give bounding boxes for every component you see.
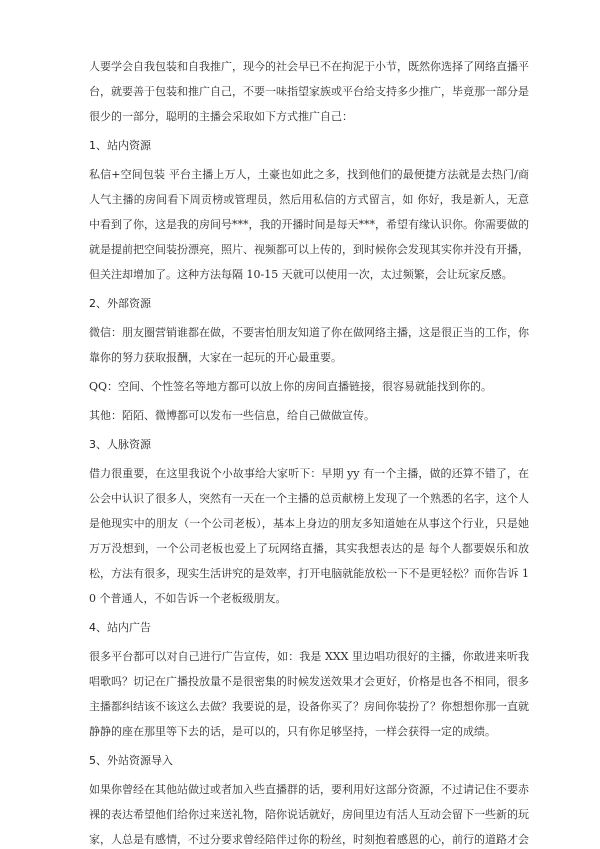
intro-paragraph: 人要学会自我包装和自我推广，现今的社会早已不在拘泥于小节，既然你选择了网络直播平台，就要善于包装和推广自己，不要一味指望家族或平台给支持多少推广，毕竟那一部分是很少的一部分，聪明的主播会采取如下方式推广自己：	[89, 60, 529, 123]
section-paragraph: QQ：空间、个性签名等地方都可以放上你的房间直播链接，很容易就能找到你的。	[89, 380, 493, 393]
section-paragraph: 其他：陌陌、微博都可以发布一些信息，给自己做做宣传。	[89, 409, 375, 422]
section-paragraph: 很多平台都可以对自己进行广告宣传，如：我是 XXX 里边唱功很好的主播，你敢进来听我唱歌吗？切记在广播投放量不是很密集的时候发送效果才会更好，价格是也各不相同，很多主播都纠结该不该这么去做？我要说的是，设备你买了？房间你装扮了？你想想你那一直就静静的座在那里等下去的话，是可以的，只有你足够坚持，一样会获得一定的成绩。	[89, 650, 529, 738]
section-heading: 4、站内广告	[89, 621, 151, 634]
section-heading: 5、外站资源导入	[89, 754, 173, 767]
section-heading: 3、人脉资源	[89, 438, 151, 451]
section-paragraph: 微信：朋友圈营销谁都在做，不要害怕朋友知道了你在做网络主播，这是很正当的工作，你靠你的努力获取报酬，大家在一起玩的开心最重要。	[89, 326, 529, 364]
section-paragraph: 借力很重要，在这里我说个小故事给大家听下：早期 yy 有一个主播，做的还算不错了，在公会中认识了很多人，突然有一天在一个主播的总贡献榜上发现了一个熟悉的名字，这个人是他现实中的朋友（一个公司老板），基本上身边的朋友多知道她在从事这个行业，只是她万万没想到，一个公司老板也爱上了玩网络直播，其实我想表达的是 每个人都要娱乐和放松，方法有很多，现实生活讲究的是效率，打开电脑就能放松一下不是更轻松？而你告诉 10 个普通人，不如告诉一个老板级朋友。	[89, 467, 529, 605]
section-heading: 1、站内资源	[89, 139, 151, 152]
section-paragraph: 如果你曾经在其他站做过或者加入些直播群的话，要利用好这部分资源，不过请记住不要赤裸的表达希望他们给你过来送礼物，陪你说话就好，房间里边有活人互动会留下一些新的玩家，人总是有感情，不过分要求曾经陪伴过你的粉丝，时刻抱着感恩的心，前行的道路才会	[89, 783, 529, 846]
section-paragraph: 私信+空间包装 平台主播上万人，土豪也如此之多，找到他们的最便捷方法就是去热门/商人气主播的房间看下周贡榜或管理员，然后用私信的方式留言，如 你好，我是新人，无意中看到了你，这是我的房间号***，我的开播时间是每天***，希望有缘认识你。你需要做的就是提前把空间装扮漂亮，照片、视频都可以上传的，到时候你会发现其实你并没有开播，但关注却增加了。这种方法每隔 10-15 天就可以使用一次，太过频繁，会让玩家反感。	[89, 168, 529, 281]
section-heading: 2、外部资源	[89, 297, 151, 310]
document-body	[89, 47, 529, 849]
